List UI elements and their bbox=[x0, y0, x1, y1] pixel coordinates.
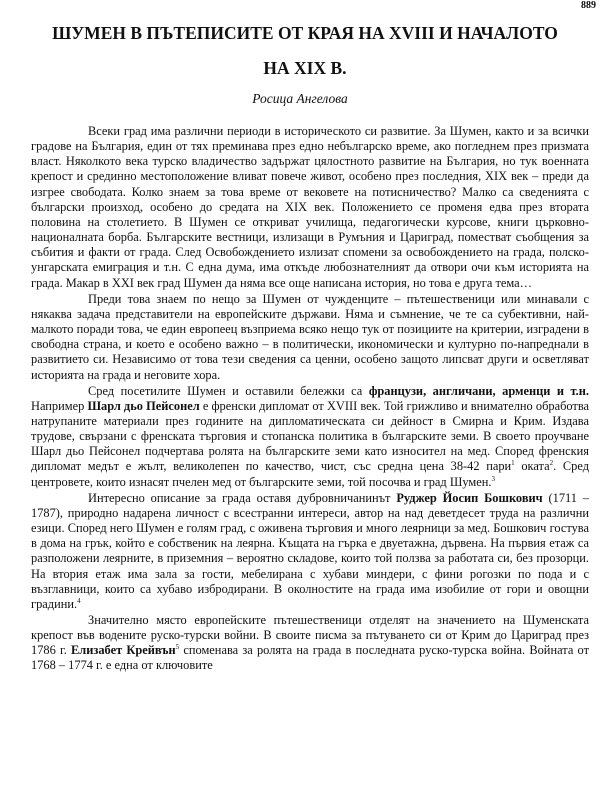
paragraph-text: Например bbox=[31, 398, 88, 413]
paragraph-text: Значително място европейските пътешественици отделят на значението на Шуменската крепост във водените руско-турски войни. В своите писма за пътуването си от Крим до Цариград през 1786 г. bbox=[31, 613, 589, 658]
bold-text: Руджер Йосип Бошкович bbox=[396, 490, 543, 505]
article-body bbox=[31, 124, 589, 675]
paragraph-text: е френски дипломат от XVIII век. Той грижливо и внимателно обработва натрупаните материали през годините на дипломатическата си дейност в Смирна и Крим. Издава трудове, свързани с френската търговия и стопанска политика в българските земи. В своето проучване Шарл дьо Пейсонел подчертава ролята на българските земи като износител на мед. Според френския дипломат медът е жълт, великолепен по качество, чист, със средна цена 38-42 пари bbox=[31, 398, 590, 474]
footnote-ref: 4 bbox=[77, 596, 81, 605]
paragraph-text: оката bbox=[514, 459, 550, 474]
footnote-ref: 5 bbox=[175, 643, 180, 652]
paragraph-text: (1711 – 1787), природно надарена личност с всестранни интереси, автор на над деветдесет труда на различни езици. Според него Шумен е голям град, с оживена търговия и много леярници за мед. Бошкович гостува в дома на грък, който е собственик на леярна. Къщата на гърка е двуетажна, дървена. На първия етаж са разположени леярните, в приземния – вероятно складове, които той ползва за работата си, без прозорци. На втория етаж има зала за гости, мебелирана с хубави миндери, с фини рогозки по пода и с възглавници, които са хубаво избродирани. В околностите на града има изобилие от гори и овощни градини. bbox=[31, 490, 589, 611]
page-number: 889 bbox=[581, 0, 596, 11]
author-name: Росица Ангелова bbox=[252, 91, 348, 106]
footnote-ref: 3 bbox=[491, 474, 495, 483]
paragraph-text: Сред посетилите Шумен и оставили бележки са bbox=[88, 383, 369, 398]
bold-text: французи, англичани, арменци и т.н. bbox=[368, 383, 590, 398]
bold-text: Елизабет Крейвън bbox=[71, 643, 176, 658]
body-paragraph bbox=[31, 491, 589, 612]
footnote-ref: 2 bbox=[549, 459, 554, 468]
body-paragraph bbox=[31, 292, 589, 383]
body-paragraph bbox=[31, 613, 589, 674]
body-paragraph bbox=[31, 124, 589, 291]
paragraph-text: . Сред центровете, които изнасят пчелен мед от българските земи, той посочва и град Шумен. bbox=[31, 459, 590, 489]
body-paragraph bbox=[31, 384, 589, 490]
paragraph-text: споменава за ролята на града в последната руско-турска война. Войната от 1768 – 1774 г. е една от ключовите bbox=[31, 643, 589, 673]
footnote-ref: 1 bbox=[511, 459, 515, 468]
bold-text: Шарл дьо Пейсонел bbox=[87, 398, 200, 413]
paragraph-text: Всеки град има различни периоди в историческото си развитие. За Шумен, както и за всички градове на България, един от тях преминава през едно небългарско време, ако погледнем през призмата власт. Няколкото века турско владичество задържат цялостното развитие на България, но тук военната крепост и срединно местоположение вливат повече живот, особено през последния, XIX век – преди да изгрее свободата. Колко знаем за това време от вековете на потисничество? Малко са сведенията с български произход, особено до средата на XIX век. Положението се променя едва през втората половина на столетието. В Шумен се откриват училища, педагогически курсове, книги църковно-националната борба. Българските вестници, излизащи в Румъния и Цариград, поместват съобщения за събития и факти от града. След Освобождението излизат спомени за освобождението на града, полско-унгарската емиграция и т.н. С една дума, има откъде любознателният да отвори очи към историята на града. Макар в XXI век град Шумен да няма все още написана история, но това е друга тема… bbox=[31, 124, 589, 290]
article-title: ШУМЕН В ПЪТЕПИСИТЕ ОТ КРАЯ НА XVIII И НАЧАЛОТО НА XIX В. bbox=[52, 23, 558, 78]
paragraph-text: Интересно описание за града оставя дубровничанинът bbox=[88, 490, 397, 505]
paragraph-text: Преди това знаем по нещо за Шумен от чужденците – пътешественици или минавали с някаква задача представители на европейските държави. Няма и съмнение, че те са субективни, най-малкото поради това, че един европеец възприема всяко нещо тук от позициите на критерии, изградени в свободна страна, и което е особено важно – в политически, икономически и културно по-напреднали в развитието си. Независимо от това тези сведения са ценни, особено защото липсват други и осветляват историята на града и неговите хора. bbox=[31, 291, 589, 382]
